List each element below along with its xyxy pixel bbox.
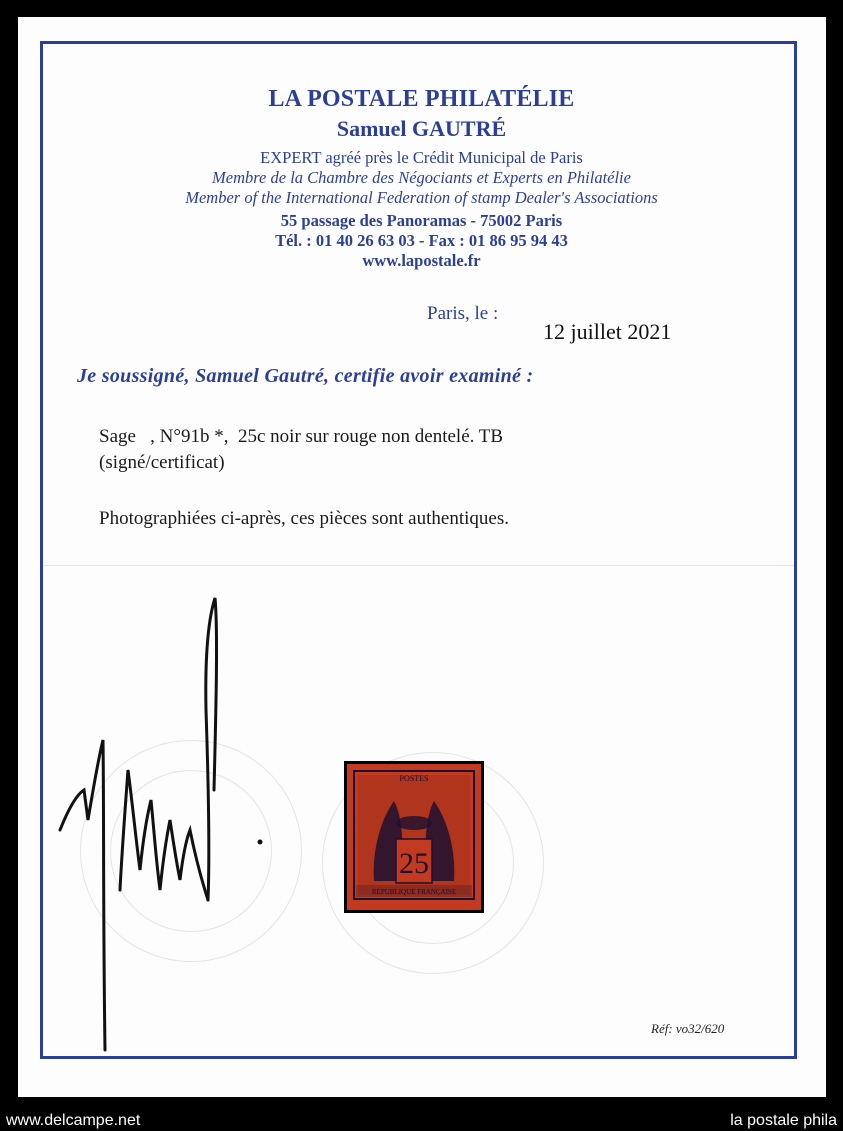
fold-line: [44, 565, 794, 566]
stamp-value: 25: [399, 847, 429, 880]
website-link[interactable]: www.lapostale.fr: [362, 251, 481, 270]
certificate-date: 12 juillet 2021: [543, 319, 672, 344]
expert-accreditation: EXPERT agréé près le Crédit Municipal de Paris: [260, 148, 583, 167]
federation-membership: Member of the International Federation of stamp Dealer's Associations: [185, 188, 658, 207]
stamp-status: (signé/certificat): [99, 452, 225, 473]
address: 55 passage des Panoramas - 75002 Paris: [280, 211, 563, 230]
company-name: LA POSTALE PHILATÉLIE: [268, 86, 575, 112]
authenticity-statement: Photographiées ci-après, ces pièces sont authentiques.: [99, 508, 509, 529]
expert-name: Samuel GAUTRÉ: [336, 116, 507, 141]
certification-statement: Je soussigné, Samuel Gautré, certifie avoir examiné :: [77, 365, 534, 387]
reference-number: Réf: vo32/620: [651, 1021, 725, 1036]
stamp-bottom-text: RÉPUBLIQUE FRANÇAISE: [371, 888, 457, 896]
stamp-description: Sage , N°91b *, 25c noir sur rouge non dentelé. TB: [99, 426, 504, 447]
footer-delcampe-link[interactable]: www.delcampe.net: [6, 1112, 141, 1129]
stamp-image: [344, 761, 484, 913]
chamber-membership: Membre de la Chambre des Négociants et Experts en Philatélie: [212, 168, 631, 187]
footer-brand: la postale phila: [730, 1112, 837, 1129]
place-label: Paris, le :: [427, 303, 499, 324]
stamp-top-text: POSTES: [399, 774, 429, 783]
handwritten-signature: [48, 590, 278, 1060]
phone-fax: Tél. : 01 40 26 63 03 - Fax : 01 86 95 94 43: [275, 231, 568, 250]
